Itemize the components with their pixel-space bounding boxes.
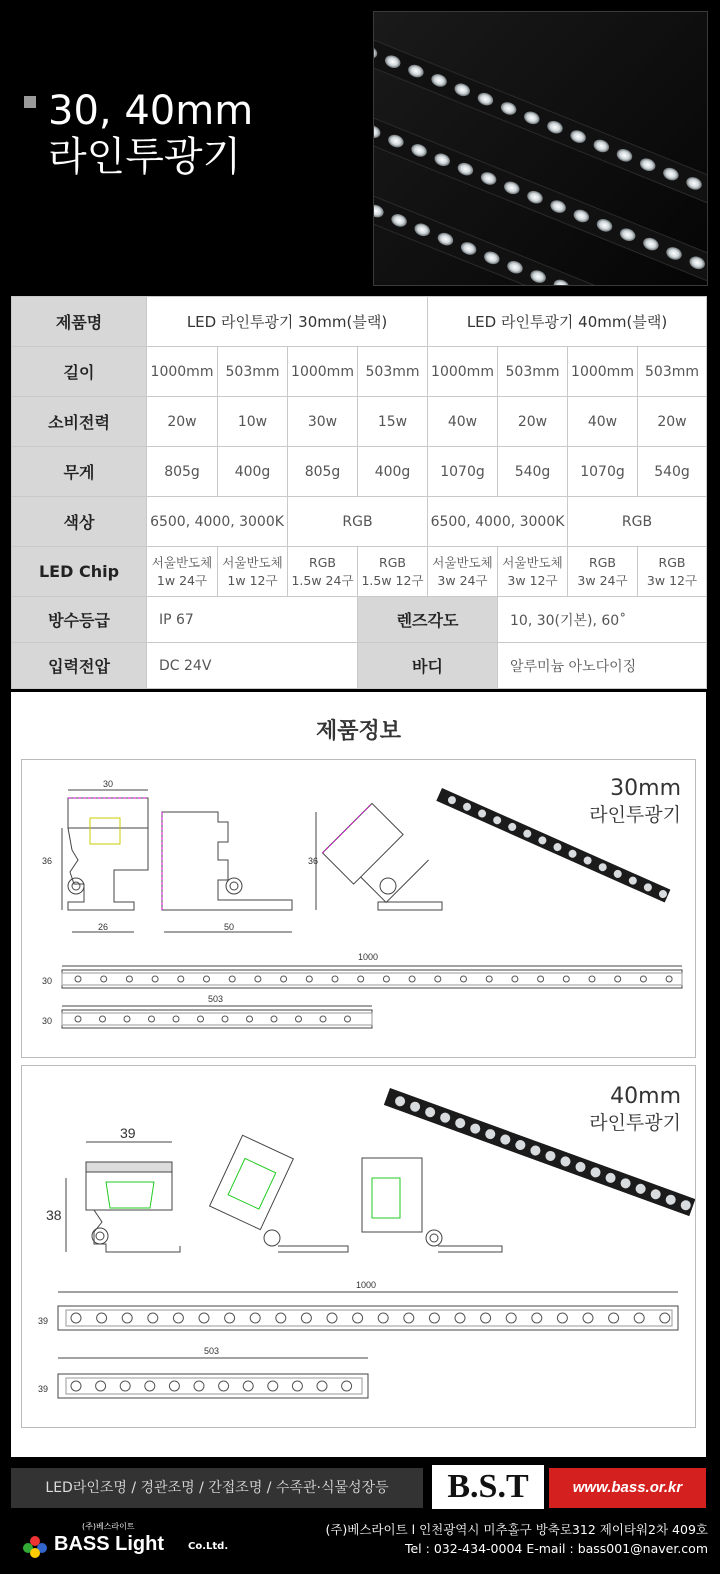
table-cell: 503mm bbox=[638, 347, 707, 397]
chip-line: 서울반도체 bbox=[432, 554, 493, 570]
table-cell: DC 24V bbox=[147, 643, 358, 689]
category-bar: LED라인조명 / 경관조명 / 간접조명 / 수족관·식물성장등 bbox=[11, 1468, 423, 1508]
led-dot bbox=[247, 1016, 253, 1022]
led-dot bbox=[306, 976, 312, 982]
dim-height: 36 bbox=[42, 856, 53, 866]
row-label: 입력전압 bbox=[12, 643, 147, 689]
dim-short: 503 bbox=[208, 994, 224, 1004]
product-bar-40mm-image bbox=[384, 1088, 695, 1216]
company-contact: Tel : 032-434-0004 E-mail : bass001@naver.com bbox=[404, 1541, 708, 1556]
led-dot bbox=[148, 1313, 158, 1323]
chip-line: 3w 24구 bbox=[577, 572, 628, 588]
led-dot bbox=[71, 1381, 81, 1391]
row-label: 렌즈각도 bbox=[358, 597, 498, 643]
led-dot bbox=[532, 1313, 542, 1323]
table-row bbox=[12, 447, 707, 497]
table-cell: 1000mm bbox=[568, 347, 638, 397]
led-dot bbox=[301, 1313, 311, 1323]
led-bars-illustration bbox=[374, 12, 707, 285]
led-dot bbox=[353, 1313, 363, 1323]
led-dot bbox=[481, 1313, 491, 1323]
chip-line: 3w 12구 bbox=[646, 572, 698, 588]
led-dot bbox=[169, 1381, 179, 1391]
website-link[interactable]: www.bass.or.kr bbox=[549, 1468, 706, 1508]
row-label: 무게 bbox=[12, 447, 147, 497]
bst-logo-text: B.S.T bbox=[447, 1468, 529, 1505]
table-cell bbox=[218, 547, 288, 597]
led-dot bbox=[512, 976, 518, 982]
led-dot bbox=[276, 1313, 286, 1323]
table-cell: RGB bbox=[568, 497, 707, 547]
table-row bbox=[12, 643, 707, 689]
led-dot bbox=[660, 1313, 670, 1323]
table-row bbox=[12, 397, 707, 447]
table-cell bbox=[568, 547, 638, 597]
table-cell: 10w bbox=[218, 397, 288, 447]
led-dot bbox=[199, 1313, 209, 1323]
chip-line: 3w 24구 bbox=[437, 572, 488, 588]
led-dot bbox=[378, 1313, 388, 1323]
table-cell: 503mm bbox=[218, 347, 288, 397]
brand-suffix: Co.Ltd. bbox=[188, 1541, 229, 1552]
table-row bbox=[12, 347, 707, 397]
chip-line: RGB bbox=[589, 554, 616, 570]
dim-bar-height-short: 30 bbox=[42, 1016, 53, 1026]
front-profile-40 bbox=[66, 1142, 180, 1252]
led-dot bbox=[120, 1381, 130, 1391]
led-dot bbox=[75, 976, 81, 982]
led-dot bbox=[97, 1313, 107, 1323]
led-dot bbox=[152, 976, 158, 982]
led-dot bbox=[173, 1016, 179, 1022]
dim-bar-height-short-40: 39 bbox=[38, 1384, 49, 1394]
table-cell bbox=[498, 547, 568, 597]
row-label: 길이 bbox=[12, 347, 147, 397]
panel-name: 라인투광기 bbox=[589, 1112, 681, 1134]
side-profile-30 bbox=[162, 812, 319, 932]
led-dot bbox=[250, 1313, 260, 1323]
drawing-panel-40mm bbox=[21, 1065, 696, 1428]
hero-banner bbox=[0, 0, 720, 296]
dim-bar-height: 30 bbox=[42, 976, 53, 986]
table-row bbox=[12, 547, 707, 597]
led-dot bbox=[268, 1381, 278, 1391]
table-cell: IP 67 bbox=[147, 597, 358, 643]
rotated-profile-40 bbox=[210, 1135, 294, 1229]
footer bbox=[0, 1457, 720, 1574]
table-cell bbox=[358, 547, 428, 597]
led-dot bbox=[429, 1313, 439, 1323]
led-dot bbox=[229, 976, 235, 982]
section-title: 제품정보 bbox=[315, 719, 401, 744]
product-40-cell: LED 라인투광기 40mm(블랙) bbox=[428, 297, 707, 347]
table-cell: 805g bbox=[147, 447, 218, 497]
table-cell: 20w bbox=[638, 397, 707, 447]
led-dot bbox=[296, 1016, 302, 1022]
led-dot bbox=[327, 1313, 337, 1323]
dim-short-40: 503 bbox=[204, 1346, 220, 1356]
dim-height-40: 38 bbox=[46, 1207, 62, 1223]
led-dot bbox=[634, 1313, 644, 1323]
chip-line: 서울반도체 bbox=[222, 554, 283, 570]
table-cell: 20w bbox=[498, 397, 568, 447]
led-dot bbox=[666, 976, 672, 982]
led-dot bbox=[563, 976, 569, 982]
led-dot bbox=[589, 976, 595, 982]
led-dot bbox=[609, 1313, 619, 1323]
title-line-2: 라인투광기 bbox=[48, 134, 242, 180]
led-dot bbox=[204, 976, 210, 982]
chip-line: 1w 12구 bbox=[227, 572, 278, 588]
short-bar-40 bbox=[58, 1358, 368, 1398]
spec-table-container bbox=[11, 296, 706, 688]
table-cell: 540g bbox=[498, 447, 568, 497]
led-dot bbox=[124, 1016, 130, 1022]
led-dot bbox=[455, 1313, 465, 1323]
table-cell: 503mm bbox=[358, 347, 428, 397]
table-cell: 400g bbox=[218, 447, 288, 497]
table-cell: 10, 30(기본), 60˚ bbox=[498, 597, 707, 643]
table-cell bbox=[428, 547, 498, 597]
led-dot bbox=[317, 1381, 327, 1391]
product-30-cell: LED 라인투광기 30mm(블랙) bbox=[147, 297, 428, 347]
led-dot bbox=[461, 976, 467, 982]
led-dot bbox=[292, 1381, 302, 1391]
chip-line: 서울반도체 bbox=[502, 554, 563, 570]
led-dot bbox=[71, 1313, 81, 1323]
product-info-section bbox=[11, 692, 706, 1457]
table-row bbox=[12, 597, 707, 643]
led-dot bbox=[409, 976, 415, 982]
dim-bar-height-40: 39 bbox=[38, 1316, 49, 1326]
row-label: 바디 bbox=[358, 643, 498, 689]
bst-logo bbox=[432, 1465, 544, 1509]
short-bar-30 bbox=[62, 1006, 372, 1028]
dim-base: 26 bbox=[98, 922, 109, 932]
dim-side-height: 36 bbox=[308, 856, 319, 866]
chip-line: 서울반도체 bbox=[151, 554, 213, 570]
led-dot bbox=[506, 1313, 516, 1323]
table-cell: 6500, 4000, 3000K bbox=[428, 497, 568, 547]
led-dot bbox=[320, 1016, 326, 1022]
led-dot bbox=[358, 976, 364, 982]
led-dot bbox=[219, 1381, 229, 1391]
row-label: 방수등급 bbox=[12, 597, 147, 643]
table-cell: 503mm bbox=[498, 347, 568, 397]
led-dot bbox=[198, 1016, 204, 1022]
chip-line: RGB bbox=[309, 554, 336, 570]
table-cell: 805g bbox=[288, 447, 358, 497]
table-cell bbox=[288, 547, 358, 597]
table-row bbox=[12, 297, 707, 347]
led-dot bbox=[145, 1381, 155, 1391]
led-dot bbox=[96, 1381, 106, 1391]
led-dot bbox=[75, 1016, 81, 1022]
table-cell: 400g bbox=[358, 447, 428, 497]
table-cell: 1070g bbox=[428, 447, 498, 497]
led-dot bbox=[222, 1016, 228, 1022]
front-profile-30 bbox=[62, 790, 148, 932]
table-cell: RGB bbox=[288, 497, 428, 547]
led-dot bbox=[101, 976, 107, 982]
led-dot bbox=[178, 976, 184, 982]
drawing-panel-30mm bbox=[21, 759, 696, 1058]
dimension-drawing-30mm bbox=[22, 760, 695, 1057]
led-dot bbox=[557, 1313, 567, 1323]
row-label: LED Chip bbox=[12, 547, 147, 597]
table-cell: 540g bbox=[638, 447, 707, 497]
led-dot bbox=[342, 1381, 352, 1391]
dim-top-width-40: 39 bbox=[120, 1125, 136, 1141]
rotated-profile-30 bbox=[323, 803, 429, 909]
led-dot bbox=[281, 976, 287, 982]
led-dot bbox=[345, 1016, 351, 1022]
long-bar-30 bbox=[62, 966, 682, 988]
table-cell: 40w bbox=[428, 397, 498, 447]
table-cell: 1000mm bbox=[147, 347, 218, 397]
chip-line: 1.5w 24구 bbox=[291, 572, 354, 588]
brand-name: BASS Light bbox=[54, 1533, 164, 1555]
product-photo bbox=[373, 11, 708, 286]
table-cell: 20w bbox=[147, 397, 218, 447]
product-label-cell: 제품명 bbox=[12, 297, 147, 347]
long-bar-40 bbox=[58, 1292, 678, 1330]
table-cell: 6500, 4000, 3000K bbox=[147, 497, 288, 547]
table-cell bbox=[638, 547, 707, 597]
led-dot bbox=[194, 1381, 204, 1391]
led-dot bbox=[640, 976, 646, 982]
bass-light-logo bbox=[22, 1519, 262, 1569]
led-dot bbox=[173, 1313, 183, 1323]
table-cell: 1000mm bbox=[428, 347, 498, 397]
led-dot bbox=[435, 976, 441, 982]
led-dot bbox=[583, 1313, 593, 1323]
spec-table bbox=[11, 296, 707, 689]
chip-line: 1.5w 12구 bbox=[361, 572, 424, 588]
dim-long: 1000 bbox=[358, 952, 379, 962]
row-label: 소비전력 bbox=[12, 397, 147, 447]
company-address: (주)베스라이트 l 인천광역시 미추홀구 방축로312 제이타워2차 409호 bbox=[325, 1522, 708, 1537]
led-dot bbox=[100, 1016, 106, 1022]
table-cell: 30w bbox=[288, 397, 358, 447]
table-cell: 40w bbox=[568, 397, 638, 447]
led-dot bbox=[486, 976, 492, 982]
led-dot bbox=[538, 976, 544, 982]
side-profile-40 bbox=[362, 1158, 502, 1252]
led-dot bbox=[404, 1313, 414, 1323]
dim-long-40: 1000 bbox=[356, 1280, 377, 1290]
led-dot bbox=[243, 1381, 253, 1391]
led-dot bbox=[383, 976, 389, 982]
page-title bbox=[48, 88, 253, 180]
row-label: 색상 bbox=[12, 497, 147, 547]
led-dot bbox=[225, 1313, 235, 1323]
dimension-drawing-40mm bbox=[22, 1066, 695, 1427]
table-cell: 1070g bbox=[568, 447, 638, 497]
table-cell bbox=[147, 547, 218, 597]
chip-line: 3w 12구 bbox=[507, 572, 558, 588]
chip-line: RGB bbox=[658, 554, 686, 570]
panel-size: 30mm bbox=[610, 776, 681, 801]
title-line-1: 30, 40mm bbox=[48, 88, 254, 134]
led-dot bbox=[255, 976, 261, 982]
table-cell: 알루미늄 아노다이징 bbox=[498, 643, 707, 689]
table-cell: 15w bbox=[358, 397, 428, 447]
led-dot bbox=[332, 976, 338, 982]
brand-small: (주)베스라이트 bbox=[82, 1522, 135, 1531]
panel-name: 라인투광기 bbox=[589, 804, 681, 826]
table-row bbox=[12, 497, 707, 547]
led-dot bbox=[122, 1313, 132, 1323]
product-bar-30mm-image bbox=[436, 788, 670, 902]
title-bullet-icon bbox=[24, 96, 36, 108]
led-dot bbox=[615, 976, 621, 982]
panel-size: 40mm bbox=[610, 1084, 681, 1109]
brand-flower-icon bbox=[22, 1533, 48, 1559]
chip-line: 1w 24구 bbox=[156, 572, 208, 588]
led-dot bbox=[271, 1016, 277, 1022]
led-dot bbox=[149, 1016, 155, 1022]
table-cell: 1000mm bbox=[288, 347, 358, 397]
led-dot bbox=[126, 976, 132, 982]
chip-line: RGB bbox=[379, 554, 406, 570]
dim-side-width: 50 bbox=[224, 922, 235, 932]
dim-top-width: 30 bbox=[103, 779, 114, 789]
